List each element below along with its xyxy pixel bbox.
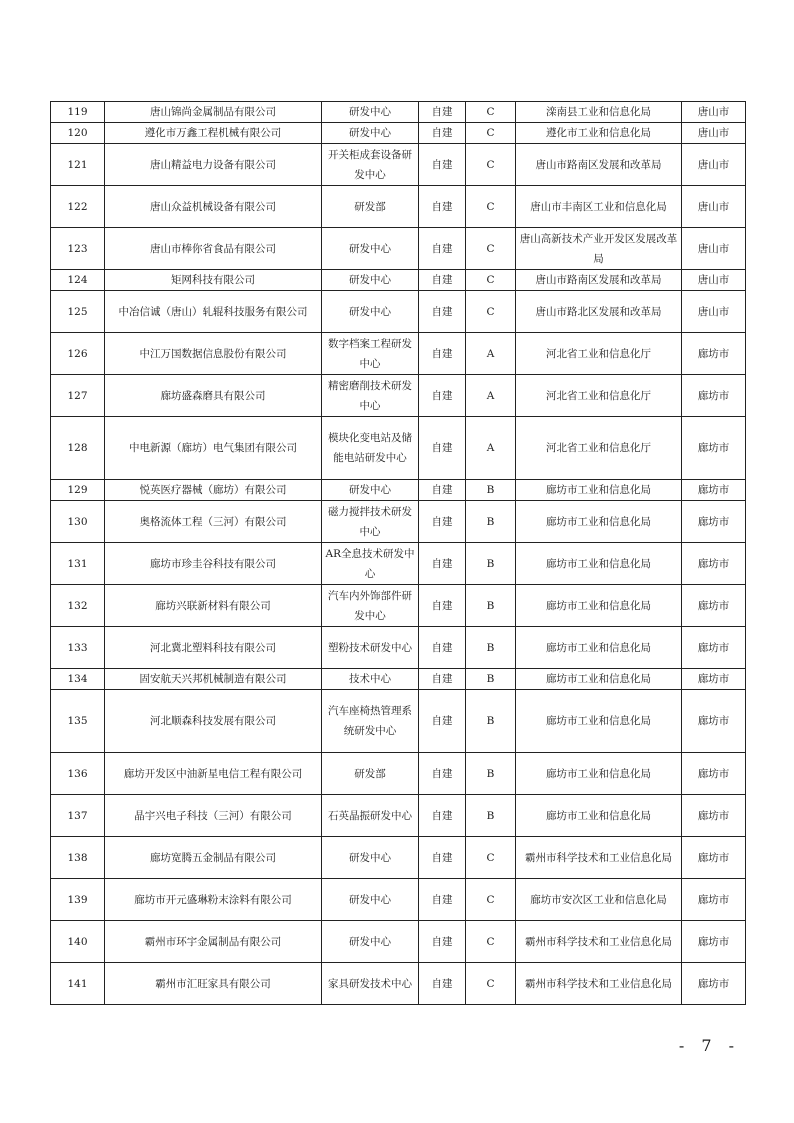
cell-authority: 唐山市路南区发展和改革局 <box>516 270 682 291</box>
cell-city: 廊坊市 <box>682 375 746 417</box>
table-row <box>51 123 746 144</box>
cell-method: 自建 <box>419 375 466 417</box>
table-row <box>51 669 746 690</box>
cell-company: 唐山市棒你省食品有限公司 <box>105 228 322 270</box>
cell-authority: 廊坊市工业和信息化局 <box>516 795 682 837</box>
cell-no: 135 <box>51 690 105 753</box>
cell-company: 唐山精益电力设备有限公司 <box>105 144 322 186</box>
cell-level: A <box>466 375 516 417</box>
cell-no: 127 <box>51 375 105 417</box>
table-row <box>51 375 746 417</box>
cell-level: C <box>466 144 516 186</box>
table-row <box>51 291 746 333</box>
cell-city: 唐山市 <box>682 186 746 228</box>
cell-authority: 廊坊市工业和信息化局 <box>516 627 682 669</box>
cell-center: AR全息技术研发中心 <box>322 543 419 585</box>
cell-method: 自建 <box>419 186 466 228</box>
cell-city: 廊坊市 <box>682 627 746 669</box>
cell-company: 廊坊市珍圭谷科技有限公司 <box>105 543 322 585</box>
cell-method: 自建 <box>419 627 466 669</box>
cell-level: B <box>466 753 516 795</box>
cell-level: B <box>466 585 516 627</box>
cell-authority: 廊坊市工业和信息化局 <box>516 669 682 690</box>
cell-authority: 廊坊市工业和信息化局 <box>516 501 682 543</box>
cell-city: 廊坊市 <box>682 669 746 690</box>
cell-authority: 唐山市路南区发展和改革局 <box>516 144 682 186</box>
cell-company: 矩网科技有限公司 <box>105 270 322 291</box>
table-row <box>51 144 746 186</box>
cell-authority: 霸州市科学技术和工业信息化局 <box>516 921 682 963</box>
cell-method: 自建 <box>419 837 466 879</box>
cell-company: 中江万国数据信息股份有限公司 <box>105 333 322 375</box>
cell-no: 137 <box>51 795 105 837</box>
cell-city: 廊坊市 <box>682 543 746 585</box>
cell-level: B <box>466 543 516 585</box>
cell-center: 家具研发技术中心 <box>322 963 419 1005</box>
cell-no: 138 <box>51 837 105 879</box>
cell-no: 141 <box>51 963 105 1005</box>
cell-authority: 唐山高新技术产业开发区发展改革局 <box>516 228 682 270</box>
cell-no: 131 <box>51 543 105 585</box>
table-row <box>51 585 746 627</box>
cell-city: 廊坊市 <box>682 417 746 480</box>
cell-level: B <box>466 480 516 501</box>
table-row <box>51 228 746 270</box>
cell-no: 128 <box>51 417 105 480</box>
cell-no: 132 <box>51 585 105 627</box>
cell-method: 自建 <box>419 543 466 585</box>
cell-level: C <box>466 123 516 144</box>
cell-level: C <box>466 102 516 123</box>
cell-no: 121 <box>51 144 105 186</box>
enterprise-rd-center-table <box>50 101 746 1005</box>
cell-level: C <box>466 270 516 291</box>
cell-no: 120 <box>51 123 105 144</box>
cell-city: 唐山市 <box>682 291 746 333</box>
cell-method: 自建 <box>419 795 466 837</box>
cell-company: 廊坊市开元盛琳粉末涂料有限公司 <box>105 879 322 921</box>
cell-center: 研发部 <box>322 753 419 795</box>
cell-city: 唐山市 <box>682 123 746 144</box>
table-row <box>51 879 746 921</box>
cell-company: 遵化市万鑫工程机械有限公司 <box>105 123 322 144</box>
cell-center: 研发中心 <box>322 921 419 963</box>
cell-method: 自建 <box>419 417 466 480</box>
cell-level: C <box>466 879 516 921</box>
cell-authority: 河北省工业和信息化厅 <box>516 333 682 375</box>
cell-no: 125 <box>51 291 105 333</box>
cell-authority: 霸州市科学技术和工业信息化局 <box>516 837 682 879</box>
table-row <box>51 102 746 123</box>
cell-authority: 唐山市丰南区工业和信息化局 <box>516 186 682 228</box>
cell-center: 研发中心 <box>322 228 419 270</box>
table-row <box>51 333 746 375</box>
cell-no: 130 <box>51 501 105 543</box>
cell-company: 河北冀北塑料科技有限公司 <box>105 627 322 669</box>
cell-company: 唐山锦尚金属制品有限公司 <box>105 102 322 123</box>
cell-method: 自建 <box>419 879 466 921</box>
cell-level: B <box>466 627 516 669</box>
table-row <box>51 690 746 753</box>
cell-city: 唐山市 <box>682 144 746 186</box>
table-row <box>51 270 746 291</box>
cell-authority: 滦南县工业和信息化局 <box>516 102 682 123</box>
cell-level: C <box>466 291 516 333</box>
cell-center: 塑粉技术研发中心 <box>322 627 419 669</box>
cell-company: 廊坊宽腾五金制品有限公司 <box>105 837 322 879</box>
table-body <box>51 102 746 1005</box>
cell-method: 自建 <box>419 102 466 123</box>
cell-center: 技术中心 <box>322 669 419 690</box>
cell-method: 自建 <box>419 123 466 144</box>
cell-method: 自建 <box>419 963 466 1005</box>
cell-no: 139 <box>51 879 105 921</box>
cell-city: 廊坊市 <box>682 501 746 543</box>
cell-level: C <box>466 963 516 1005</box>
cell-company: 廊坊开发区中油新星电信工程有限公司 <box>105 753 322 795</box>
cell-authority: 唐山市路北区发展和改革局 <box>516 291 682 333</box>
cell-authority: 河北省工业和信息化厅 <box>516 417 682 480</box>
cell-center: 研发中心 <box>322 123 419 144</box>
cell-method: 自建 <box>419 270 466 291</box>
cell-method: 自建 <box>419 144 466 186</box>
cell-method: 自建 <box>419 690 466 753</box>
cell-company: 廊坊盛森磨具有限公司 <box>105 375 322 417</box>
cell-no: 123 <box>51 228 105 270</box>
cell-city: 廊坊市 <box>682 795 746 837</box>
cell-level: C <box>466 228 516 270</box>
cell-method: 自建 <box>419 291 466 333</box>
cell-no: 126 <box>51 333 105 375</box>
cell-level: B <box>466 501 516 543</box>
cell-method: 自建 <box>419 753 466 795</box>
cell-center: 模块化变电站及储能电站研发中心 <box>322 417 419 480</box>
cell-authority: 廊坊市工业和信息化局 <box>516 753 682 795</box>
cell-center: 石英晶振研发中心 <box>322 795 419 837</box>
cell-method: 自建 <box>419 585 466 627</box>
table-row <box>51 417 746 480</box>
cell-center: 研发中心 <box>322 270 419 291</box>
cell-authority: 廊坊市工业和信息化局 <box>516 585 682 627</box>
cell-company: 霸州市环宇金属制品有限公司 <box>105 921 322 963</box>
cell-method: 自建 <box>419 921 466 963</box>
table-row <box>51 480 746 501</box>
cell-no: 133 <box>51 627 105 669</box>
cell-no: 122 <box>51 186 105 228</box>
table-row <box>51 186 746 228</box>
cell-company: 中电新源（廊坊）电气集团有限公司 <box>105 417 322 480</box>
cell-authority: 霸州市科学技术和工业信息化局 <box>516 963 682 1005</box>
cell-authority: 河北省工业和信息化厅 <box>516 375 682 417</box>
cell-authority: 遵化市工业和信息化局 <box>516 123 682 144</box>
cell-authority: 廊坊市工业和信息化局 <box>516 480 682 501</box>
table-row <box>51 963 746 1005</box>
cell-center: 研发中心 <box>322 102 419 123</box>
cell-center: 汽车内外饰部件研发中心 <box>322 585 419 627</box>
cell-authority: 廊坊市工业和信息化局 <box>516 690 682 753</box>
cell-company: 固安航天兴邦机械制造有限公司 <box>105 669 322 690</box>
cell-no: 134 <box>51 669 105 690</box>
cell-method: 自建 <box>419 480 466 501</box>
cell-method: 自建 <box>419 228 466 270</box>
cell-method: 自建 <box>419 501 466 543</box>
cell-level: C <box>466 837 516 879</box>
cell-level: A <box>466 333 516 375</box>
cell-company: 悦英医疗器械（廊坊）有限公司 <box>105 480 322 501</box>
cell-center: 数字档案工程研发中心 <box>322 333 419 375</box>
cell-center: 研发部 <box>322 186 419 228</box>
cell-city: 廊坊市 <box>682 480 746 501</box>
cell-center: 研发中心 <box>322 837 419 879</box>
table-row <box>51 837 746 879</box>
table-row <box>51 543 746 585</box>
cell-city: 唐山市 <box>682 228 746 270</box>
cell-company: 廊坊兴联新材料有限公司 <box>105 585 322 627</box>
cell-authority: 廊坊市工业和信息化局 <box>516 543 682 585</box>
cell-city: 唐山市 <box>682 270 746 291</box>
cell-level: B <box>466 690 516 753</box>
table-row <box>51 501 746 543</box>
cell-center: 研发中心 <box>322 879 419 921</box>
cell-authority: 廊坊市安次区工业和信息化局 <box>516 879 682 921</box>
cell-center: 开关柜成套设备研发中心 <box>322 144 419 186</box>
cell-company: 唐山众益机械设备有限公司 <box>105 186 322 228</box>
cell-no: 119 <box>51 102 105 123</box>
cell-center: 研发中心 <box>322 480 419 501</box>
cell-city: 廊坊市 <box>682 753 746 795</box>
cell-level: B <box>466 669 516 690</box>
cell-level: C <box>466 186 516 228</box>
page-number: - 7 - <box>678 1036 740 1055</box>
table-row <box>51 921 746 963</box>
table-row <box>51 627 746 669</box>
table-row <box>51 753 746 795</box>
cell-city: 唐山市 <box>682 102 746 123</box>
cell-city: 廊坊市 <box>682 837 746 879</box>
cell-no: 124 <box>51 270 105 291</box>
cell-no: 129 <box>51 480 105 501</box>
cell-city: 廊坊市 <box>682 690 746 753</box>
cell-city: 廊坊市 <box>682 879 746 921</box>
cell-level: A <box>466 417 516 480</box>
cell-city: 廊坊市 <box>682 921 746 963</box>
cell-level: C <box>466 921 516 963</box>
cell-method: 自建 <box>419 333 466 375</box>
cell-city: 廊坊市 <box>682 963 746 1005</box>
cell-no: 136 <box>51 753 105 795</box>
cell-method: 自建 <box>419 669 466 690</box>
table-row <box>51 795 746 837</box>
cell-no: 140 <box>51 921 105 963</box>
cell-company: 中冶信诚（唐山）轧辊科技服务有限公司 <box>105 291 322 333</box>
cell-level: B <box>466 795 516 837</box>
cell-company: 河北顺森科技发展有限公司 <box>105 690 322 753</box>
cell-center: 精密磨削技术研发中心 <box>322 375 419 417</box>
cell-center: 汽车座椅热管理系统研发中心 <box>322 690 419 753</box>
cell-company: 奥格流体工程（三河）有限公司 <box>105 501 322 543</box>
cell-company: 霸州市汇旺家具有限公司 <box>105 963 322 1005</box>
cell-city: 廊坊市 <box>682 585 746 627</box>
cell-company: 晶宇兴电子科技（三河）有限公司 <box>105 795 322 837</box>
cell-center: 磁力搅拌技术研发中心 <box>322 501 419 543</box>
cell-city: 廊坊市 <box>682 333 746 375</box>
cell-center: 研发中心 <box>322 291 419 333</box>
